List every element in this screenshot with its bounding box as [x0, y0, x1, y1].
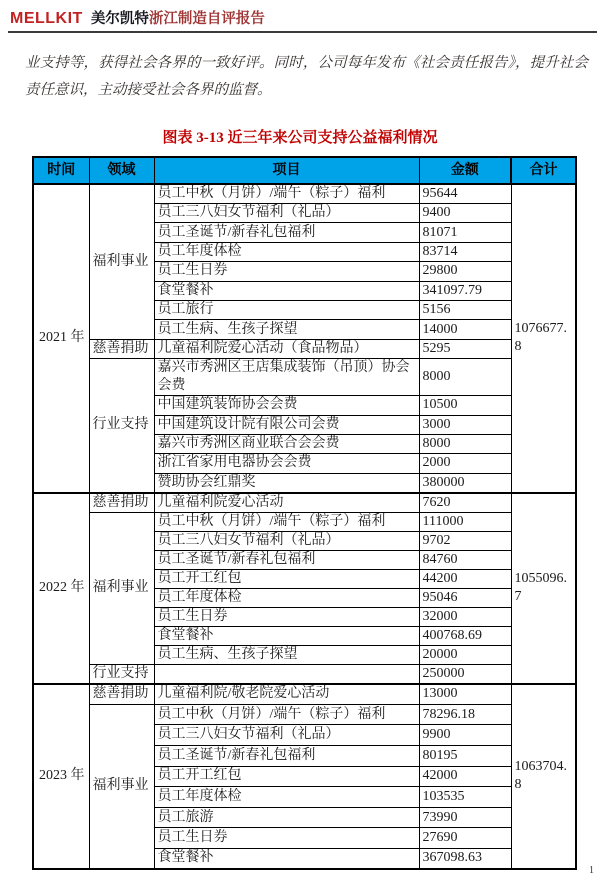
project-cell: 员工生日券	[154, 262, 419, 281]
page-number: 1	[589, 865, 594, 876]
total-cell: 1063704.8	[511, 684, 576, 869]
project-cell: 员工生病、生孩子探望	[154, 320, 419, 339]
project-cell: 儿童福利院爱心活动（食品物品）	[154, 339, 419, 358]
project-cell	[154, 664, 419, 684]
table-row	[33, 664, 576, 684]
project-cell: 食堂餐补	[154, 281, 419, 300]
project-cell: 儿童福利院/敬老院爱心活动	[154, 684, 419, 705]
amount-cell: 8000	[419, 434, 511, 453]
project-cell: 食堂餐补	[154, 626, 419, 645]
amount-cell: 20000	[419, 645, 511, 664]
area-cell: 福利事业	[89, 184, 154, 339]
running-header	[0, 0, 600, 28]
area-cell: 行业支持	[89, 664, 154, 684]
amount-cell: 81071	[419, 223, 511, 242]
project-cell: 员工圣诞节/新春礼包福利	[154, 223, 419, 242]
amount-cell: 250000	[419, 664, 511, 684]
table-row	[33, 359, 576, 396]
table-header	[33, 157, 576, 184]
amount-cell: 5156	[419, 300, 511, 319]
column-header-amount: 金额	[419, 157, 511, 184]
table-row	[33, 512, 576, 531]
amount-cell: 400768.69	[419, 626, 511, 645]
project-cell: 儿童福利院爱心活动	[154, 493, 419, 513]
amount-cell: 8000	[419, 359, 511, 396]
amount-cell: 367098.63	[419, 848, 511, 869]
project-cell: 员工圣诞节/新春礼包福利	[154, 745, 419, 766]
project-cell: 员工三八妇女节福利（礼品）	[154, 204, 419, 223]
table-row	[33, 493, 576, 513]
amount-cell: 2000	[419, 454, 511, 473]
project-cell: 浙江省家用电器协会会费	[154, 454, 419, 473]
table-row	[33, 184, 576, 204]
project-cell: 赞助协会红鼎奖	[154, 473, 419, 493]
amount-cell: 103535	[419, 787, 511, 808]
year-cell: 2021 年	[33, 184, 89, 493]
document-title: 浙江制造自评报告	[148, 11, 265, 27]
project-cell: 员工开工红包	[154, 569, 419, 588]
amount-cell: 9400	[419, 204, 511, 223]
table-caption: 图表 3-13 近三年来公司支持公益福利情况	[162, 130, 438, 146]
project-cell: 员工圣诞节/新春礼包福利	[154, 550, 419, 569]
amount-cell: 14000	[419, 320, 511, 339]
welfare-table	[32, 156, 577, 870]
amount-cell: 341097.79	[419, 281, 511, 300]
year-cell: 2023 年	[33, 684, 89, 869]
year-cell: 2022 年	[33, 493, 89, 684]
amount-cell: 5295	[419, 339, 511, 358]
area-cell: 慈善捐助	[89, 493, 154, 513]
area-cell: 行业支持	[89, 359, 154, 493]
table-body	[33, 184, 576, 869]
project-cell: 中国建筑装饰协会会费	[154, 396, 419, 415]
amount-cell: 9702	[419, 531, 511, 550]
project-cell: 食堂餐补	[154, 848, 419, 869]
project-cell: 员工生病、生孩子探望	[154, 645, 419, 664]
column-header-total: 合计	[511, 157, 576, 184]
body-paragraph: 业支持等，获得社会各界的一致好评。同时，公司每年发布《社会责任报告》，提升社会责任意识，主动接受社会各界的监督。	[25, 55, 588, 98]
table-row	[33, 684, 576, 705]
table-header-row	[33, 157, 576, 184]
project-cell: 员工开工红包	[154, 766, 419, 787]
project-cell: 员工年度体检	[154, 242, 419, 261]
project-cell: 员工三八妇女节福利（礼品）	[154, 531, 419, 550]
amount-cell: 42000	[419, 766, 511, 787]
table-row	[33, 339, 576, 358]
area-cell: 福利事业	[89, 704, 154, 869]
area-cell: 慈善捐助	[89, 339, 154, 358]
total-cell: 1055096.7	[511, 493, 576, 684]
amount-cell: 44200	[419, 569, 511, 588]
project-cell: 嘉兴市秀洲区商业联合会会费	[154, 434, 419, 453]
area-cell: 慈善捐助	[89, 684, 154, 705]
table-row	[33, 704, 576, 725]
project-cell: 员工中秋（月饼）/端午（粽子）福利	[154, 512, 419, 531]
amount-cell: 80195	[419, 745, 511, 766]
column-header-area: 领域	[89, 157, 154, 184]
project-cell: 员工三八妇女节福利（礼品）	[154, 725, 419, 746]
project-cell: 员工旅游	[154, 807, 419, 828]
header-divider	[8, 31, 597, 33]
amount-cell: 10500	[419, 396, 511, 415]
amount-cell: 3000	[419, 415, 511, 434]
amount-cell: 111000	[419, 512, 511, 531]
amount-cell: 9900	[419, 725, 511, 746]
amount-cell: 32000	[419, 607, 511, 626]
column-header-project: 项目	[154, 157, 419, 184]
amount-cell: 95046	[419, 588, 511, 607]
amount-cell: 13000	[419, 684, 511, 705]
company-logo: MELLKIT	[10, 10, 83, 27]
amount-cell: 27690	[419, 828, 511, 849]
total-cell: 1076677.8	[511, 184, 576, 493]
project-cell: 员工年度体检	[154, 787, 419, 808]
project-cell: 中国建筑设计院有限公司会费	[154, 415, 419, 434]
amount-cell: 95644	[419, 184, 511, 204]
amount-cell: 83714	[419, 242, 511, 261]
amount-cell: 84760	[419, 550, 511, 569]
amount-cell: 380000	[419, 473, 511, 493]
project-cell: 员工生日券	[154, 607, 419, 626]
area-cell: 福利事业	[89, 512, 154, 664]
project-cell: 员工年度体检	[154, 588, 419, 607]
column-header-time: 时间	[33, 157, 89, 184]
amount-cell: 78296.18	[419, 704, 511, 725]
amount-cell: 73990	[419, 807, 511, 828]
project-cell: 员工中秋（月饼）/端午（粽子）福利	[154, 704, 419, 725]
project-cell: 嘉兴市秀洲区王店集成装饰（吊顶）协会会费	[154, 359, 419, 396]
brand-name: 美尔凯特	[90, 11, 149, 27]
amount-cell: 29800	[419, 262, 511, 281]
project-cell: 员工生日券	[154, 828, 419, 849]
project-cell: 员工中秋（月饼）/端午（粽子）福利	[154, 184, 419, 204]
project-cell: 员工旅行	[154, 300, 419, 319]
amount-cell: 7620	[419, 493, 511, 513]
